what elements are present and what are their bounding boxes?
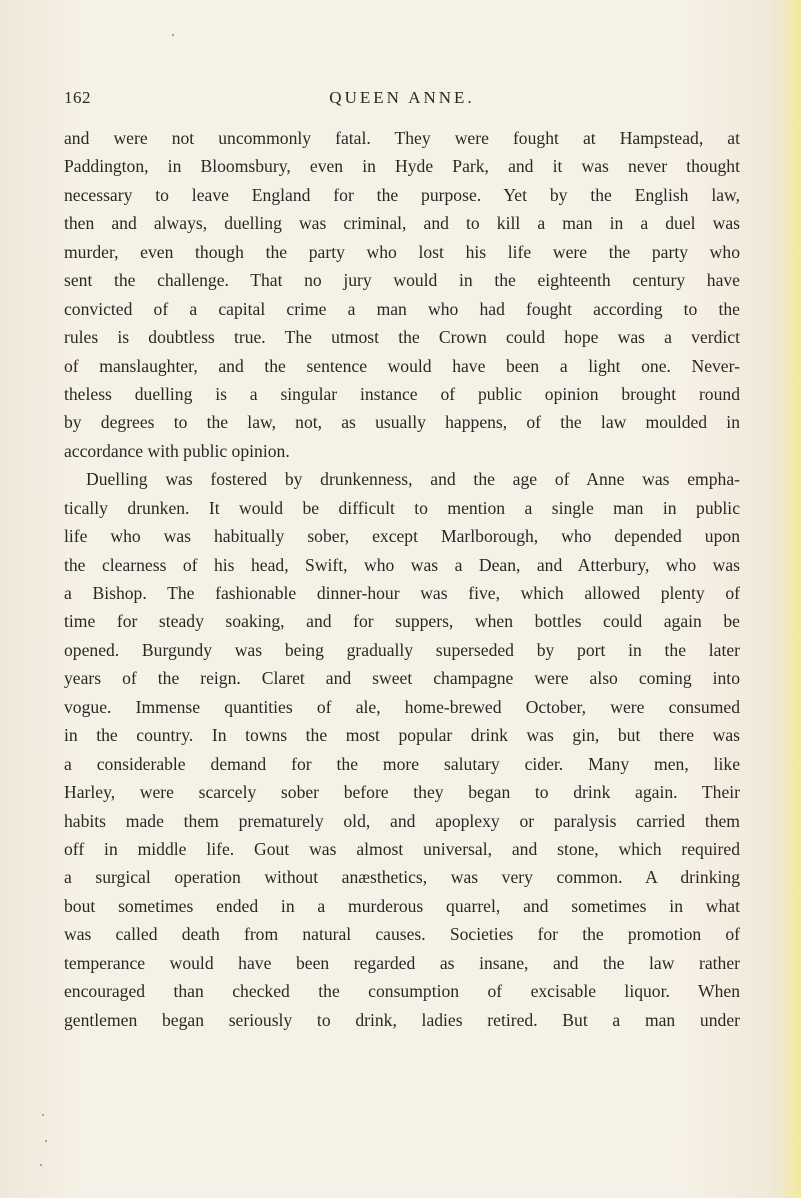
text-line: sent the challenge. That no jury would in the eighteenth century have <box>64 270 740 291</box>
text-line: Harley, were scarcely sober before they began to drink again. Their <box>64 782 740 803</box>
text-line: a Bishop. The fashionable dinner-hour was five, which allowed plenty of <box>64 583 740 603</box>
text-line: vogue. Immense quantities of ale, home-brewed October, were consumed <box>64 696 740 717</box>
text-line: a surgical operation without anæsthetics, was very common. A drinking <box>64 867 740 888</box>
page-header <box>64 88 740 114</box>
text-line: then and always, duelling was criminal, and to kill a man in a duel was <box>64 213 740 234</box>
text-line: Duelling was fostered by drunkenness, and the age of Anne was empha- <box>86 469 740 490</box>
page-number: 162 <box>64 88 91 107</box>
body-text <box>64 124 740 1034</box>
text-line: time for steady soaking, and for suppers, when bottles could again be <box>64 611 740 632</box>
text-line: convicted of a capital crime a man who had fought according to the <box>64 298 740 319</box>
text-line: habits made them prematurely old, and apoplexy or paralysis carried them <box>64 810 740 831</box>
text-line: tically drunken. It would be difficult to mention a single man in public <box>64 497 740 518</box>
text-line: a considerable demand for the more salutary cider. Many men, like <box>64 753 740 774</box>
paper-speck <box>172 34 174 36</box>
text-line: rules is doubtless true. The utmost the Crown could hope was a verdict <box>64 327 740 348</box>
text-line: of manslaughter, and the sentence would have been a light one. Never- <box>64 355 740 376</box>
text-line: in the country. In towns the most popular drink was gin, but there was <box>64 725 740 746</box>
paper-speck <box>40 1164 42 1166</box>
text-line: temperance would have been regarded as insane, and the law rather <box>64 952 740 973</box>
text-line: accordance with public opinion. <box>64 440 290 461</box>
text-line: off in middle life. Gout was almost universal, and stone, which required <box>64 838 740 859</box>
paper-speck <box>45 1140 47 1142</box>
paper-speck <box>42 1114 44 1116</box>
text-line: and were not uncommonly fatal. They were fought at Hampstead, at <box>64 128 740 148</box>
text-line: Paddington, in Bloomsbury, even in Hyde Park, and it was never thought <box>64 156 740 177</box>
text-line: the clearness of his head, Swift, who was a Dean, and Atterbury, who was <box>64 554 740 575</box>
text-line: by degrees to the law, not, as usually happens, of the law moulded in <box>64 412 740 433</box>
text-line: bout sometimes ended in a murderous quarrel, and sometimes in what <box>64 895 740 916</box>
text-line: necessary to leave England for the purpose. Yet by the English law, <box>64 184 740 205</box>
page-edge-discoloration <box>770 0 801 1198</box>
running-head: QUEEN ANNE. <box>329 88 475 107</box>
text-line: opened. Burgundy was being gradually superseded by port in the later <box>64 639 740 660</box>
text-line: years of the reign. Claret and sweet champagne were also coming into <box>64 668 740 689</box>
text-line: encouraged than checked the consumption of excisable liquor. When <box>64 981 740 1002</box>
text-line: was called death from natural causes. Societies for the promotion of <box>64 924 740 945</box>
text-line: gentlemen began seriously to drink, ladies retired. But a man under <box>64 1009 740 1030</box>
text-line: theless duelling is a singular instance of public opinion brought round <box>64 383 740 404</box>
text-line: murder, even though the party who lost his life were the party who <box>64 241 740 262</box>
text-line: life who was habitually sober, except Marlborough, who depended upon <box>64 526 740 547</box>
